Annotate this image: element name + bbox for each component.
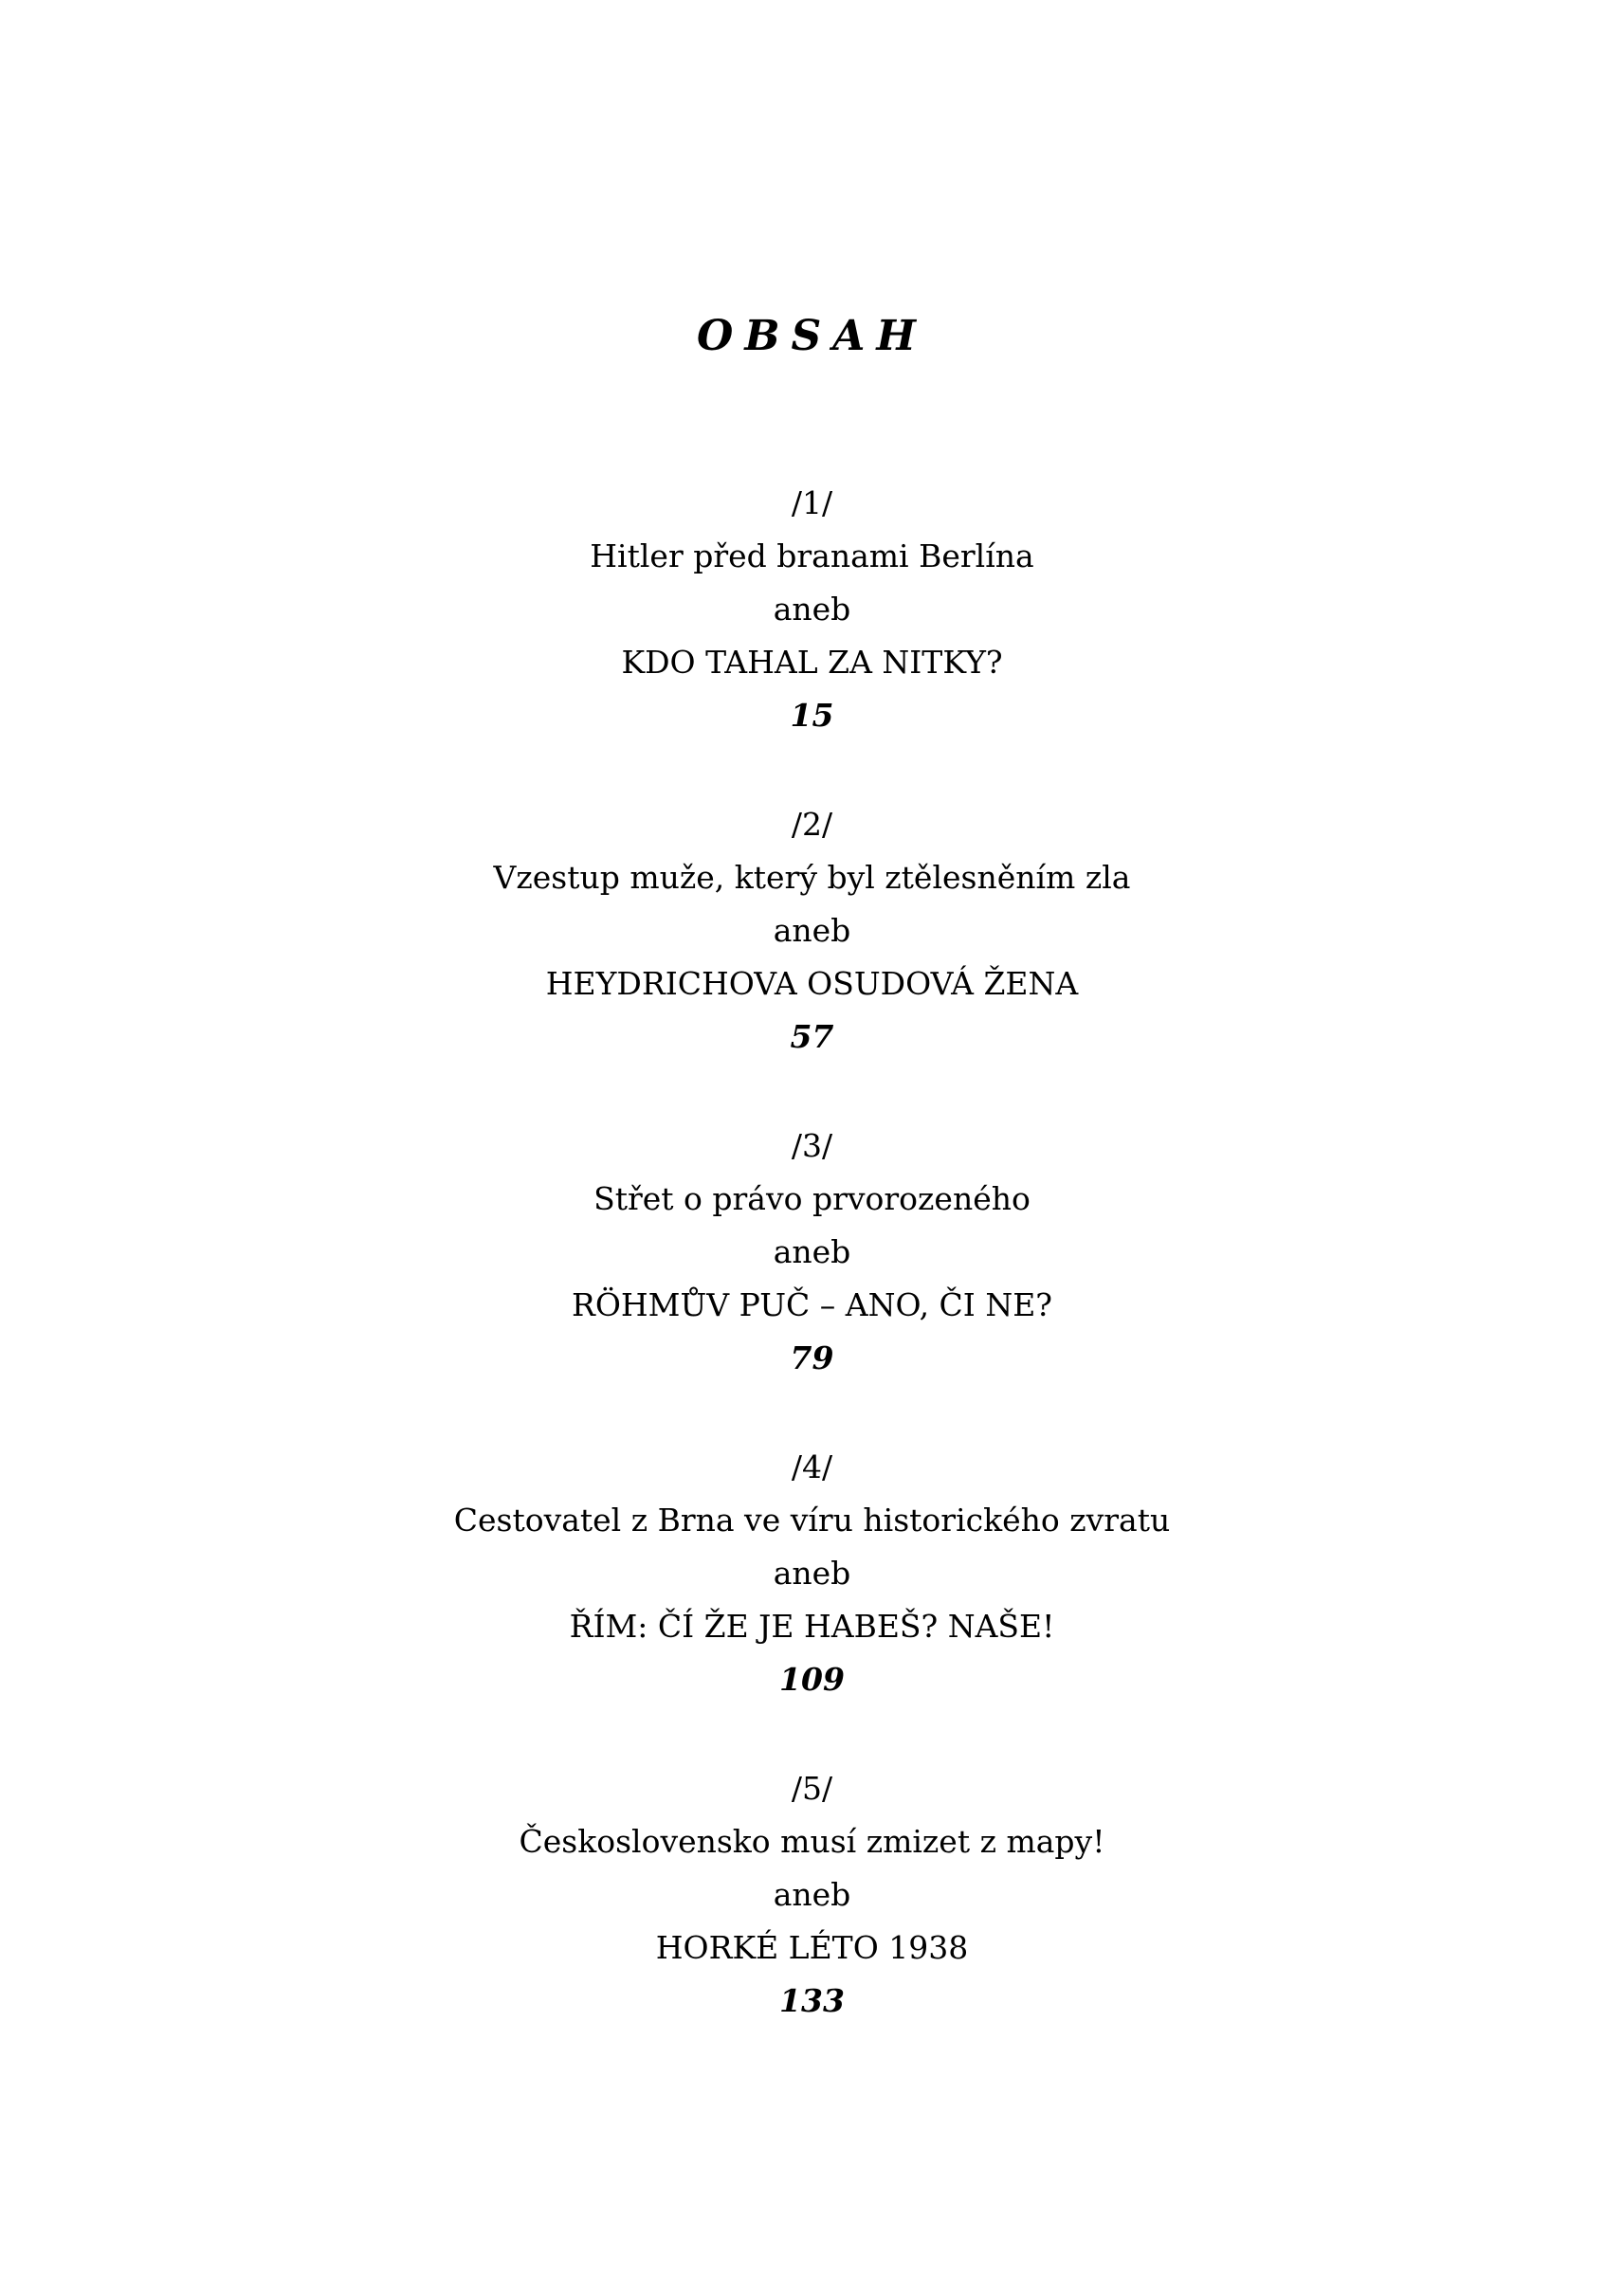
chapter-number: /4/ — [791, 1448, 833, 1485]
chapter-heading: HEYDRICHOVA OSUDOVÁ ŽENA — [545, 965, 1079, 1002]
chapter-page-number: 109 — [779, 1661, 845, 1698]
chapter-connector: aneb — [773, 1876, 851, 1913]
chapter-connector: aneb — [773, 591, 851, 628]
chapter-subtitle: Československo musí zmizet z mapy! — [519, 1823, 1105, 1860]
chapter-page-number: 15 — [790, 697, 834, 734]
chapter-subtitle: Hitler před branami Berlína — [590, 537, 1034, 574]
chapter-heading: KDO TAHAL ZA NITKY? — [621, 644, 1003, 681]
chapter-page-number: 57 — [790, 1018, 834, 1055]
chapter-heading: ŘÍM: ČÍ ŽE JE HABEŠ? NAŠE! — [569, 1608, 1055, 1645]
chapter-page-number: 133 — [779, 1982, 845, 2019]
chapter-number: /1/ — [791, 484, 833, 521]
contents-entry — [0, 1762, 1624, 2084]
chapter-page-number: 79 — [790, 1339, 834, 1376]
chapter-connector: aneb — [773, 1555, 851, 1592]
chapter-number: /2/ — [791, 806, 833, 843]
contents-entry — [0, 1441, 1624, 1762]
page-title: OBSAH — [696, 312, 927, 360]
contents-entry — [0, 1120, 1624, 1441]
chapter-connector: aneb — [773, 1233, 851, 1270]
chapter-number: /3/ — [791, 1127, 833, 1164]
chapter-number: /5/ — [791, 1770, 833, 1807]
contents-list — [0, 477, 1624, 2084]
contents-entry — [0, 798, 1624, 1120]
chapter-heading: RÖHMŮV PUČ – ANO, ČI NE? — [571, 1286, 1052, 1323]
contents-entry — [0, 477, 1624, 798]
chapter-heading: HORKÉ LÉTO 1938 — [655, 1929, 969, 1966]
chapter-connector: aneb — [773, 912, 851, 949]
chapter-subtitle: Střet o právo prvorozeného — [593, 1180, 1031, 1217]
chapter-subtitle: Vzestup muže, který byl ztělesněním zla — [493, 859, 1131, 896]
chapter-subtitle: Cestovatel z Brna ve víru historického zvratu — [453, 1502, 1171, 1539]
